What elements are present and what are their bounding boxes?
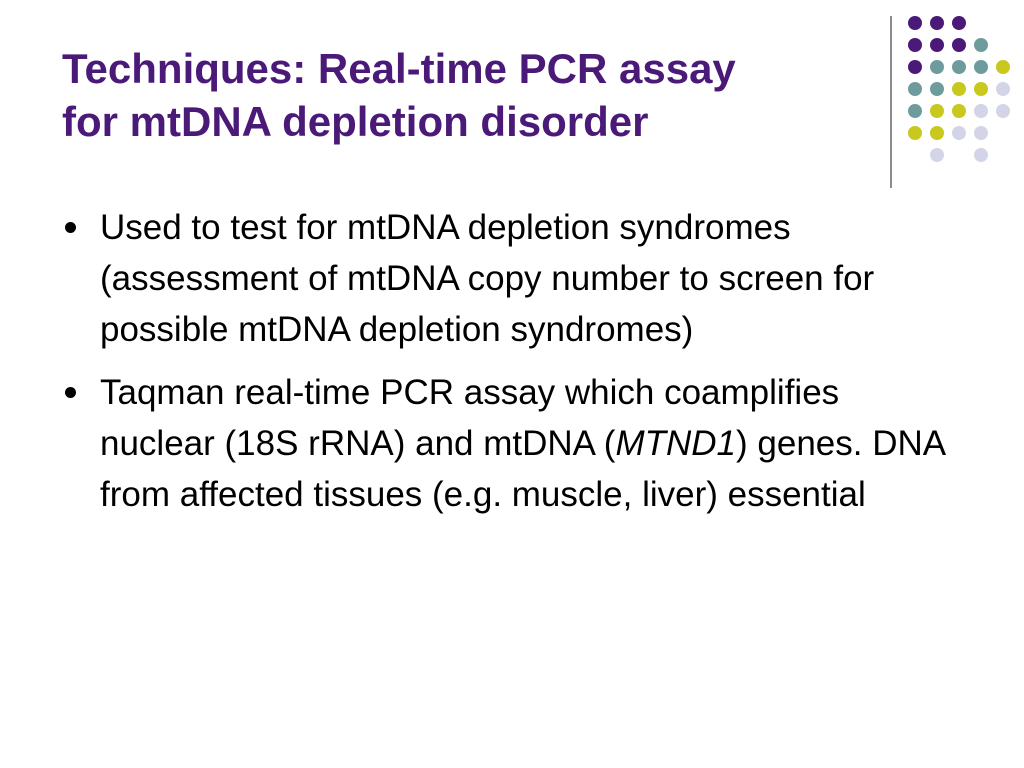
yellow-dot	[952, 82, 966, 96]
title-line-2: for mtDNA depletion disorder	[62, 98, 649, 145]
teal-dot	[974, 60, 988, 74]
bullet-text: Used to test for mtDNA depletion syndromes (assessment of mtDNA copy number to screen for possible mtDNA depletion syndromes)	[100, 208, 875, 349]
yellow-dot	[974, 82, 988, 96]
purple-dot	[908, 60, 922, 74]
title-line-1: Techniques: Real-time PCR assay	[62, 45, 736, 92]
gene-name: MTND1	[615, 424, 737, 463]
teal-dot	[930, 82, 944, 96]
yellow-dot	[908, 126, 922, 140]
purple-dot	[908, 38, 922, 52]
teal-dot	[974, 38, 988, 52]
purple-dot	[908, 16, 922, 30]
teal-dot	[930, 60, 944, 74]
purple-dot	[930, 38, 944, 52]
bullet-text	[100, 367, 962, 520]
yellow-dot	[952, 104, 966, 118]
lavender-dot	[974, 126, 988, 140]
teal-dot	[908, 104, 922, 118]
bullet-list	[62, 202, 962, 532]
lavender-dot	[930, 148, 944, 162]
bullet-item	[62, 367, 962, 520]
bullet-item	[62, 202, 962, 355]
lavender-dot	[952, 126, 966, 140]
purple-dot	[952, 38, 966, 52]
yellow-dot	[996, 60, 1010, 74]
slide-title	[62, 42, 882, 148]
bullet-marker-icon	[65, 387, 76, 398]
lavender-dot	[974, 104, 988, 118]
purple-dot	[930, 16, 944, 30]
purple-dot	[952, 16, 966, 30]
lavender-dot	[974, 148, 988, 162]
teal-dot	[952, 60, 966, 74]
yellow-dot	[930, 104, 944, 118]
lavender-dot	[996, 104, 1010, 118]
title-divider	[890, 16, 892, 188]
bullet-text-end: ) genes. DNA from affected tissues (e.g. muscle, liver) essential	[100, 424, 945, 514]
bullet-text-start: Taqman real-time PCR assay which coamplifies nuclear (18S rRNA) and mtDNA (	[100, 373, 840, 463]
bullet-marker-icon	[65, 222, 76, 233]
teal-dot	[908, 82, 922, 96]
lavender-dot	[996, 82, 1010, 96]
yellow-dot	[930, 126, 944, 140]
